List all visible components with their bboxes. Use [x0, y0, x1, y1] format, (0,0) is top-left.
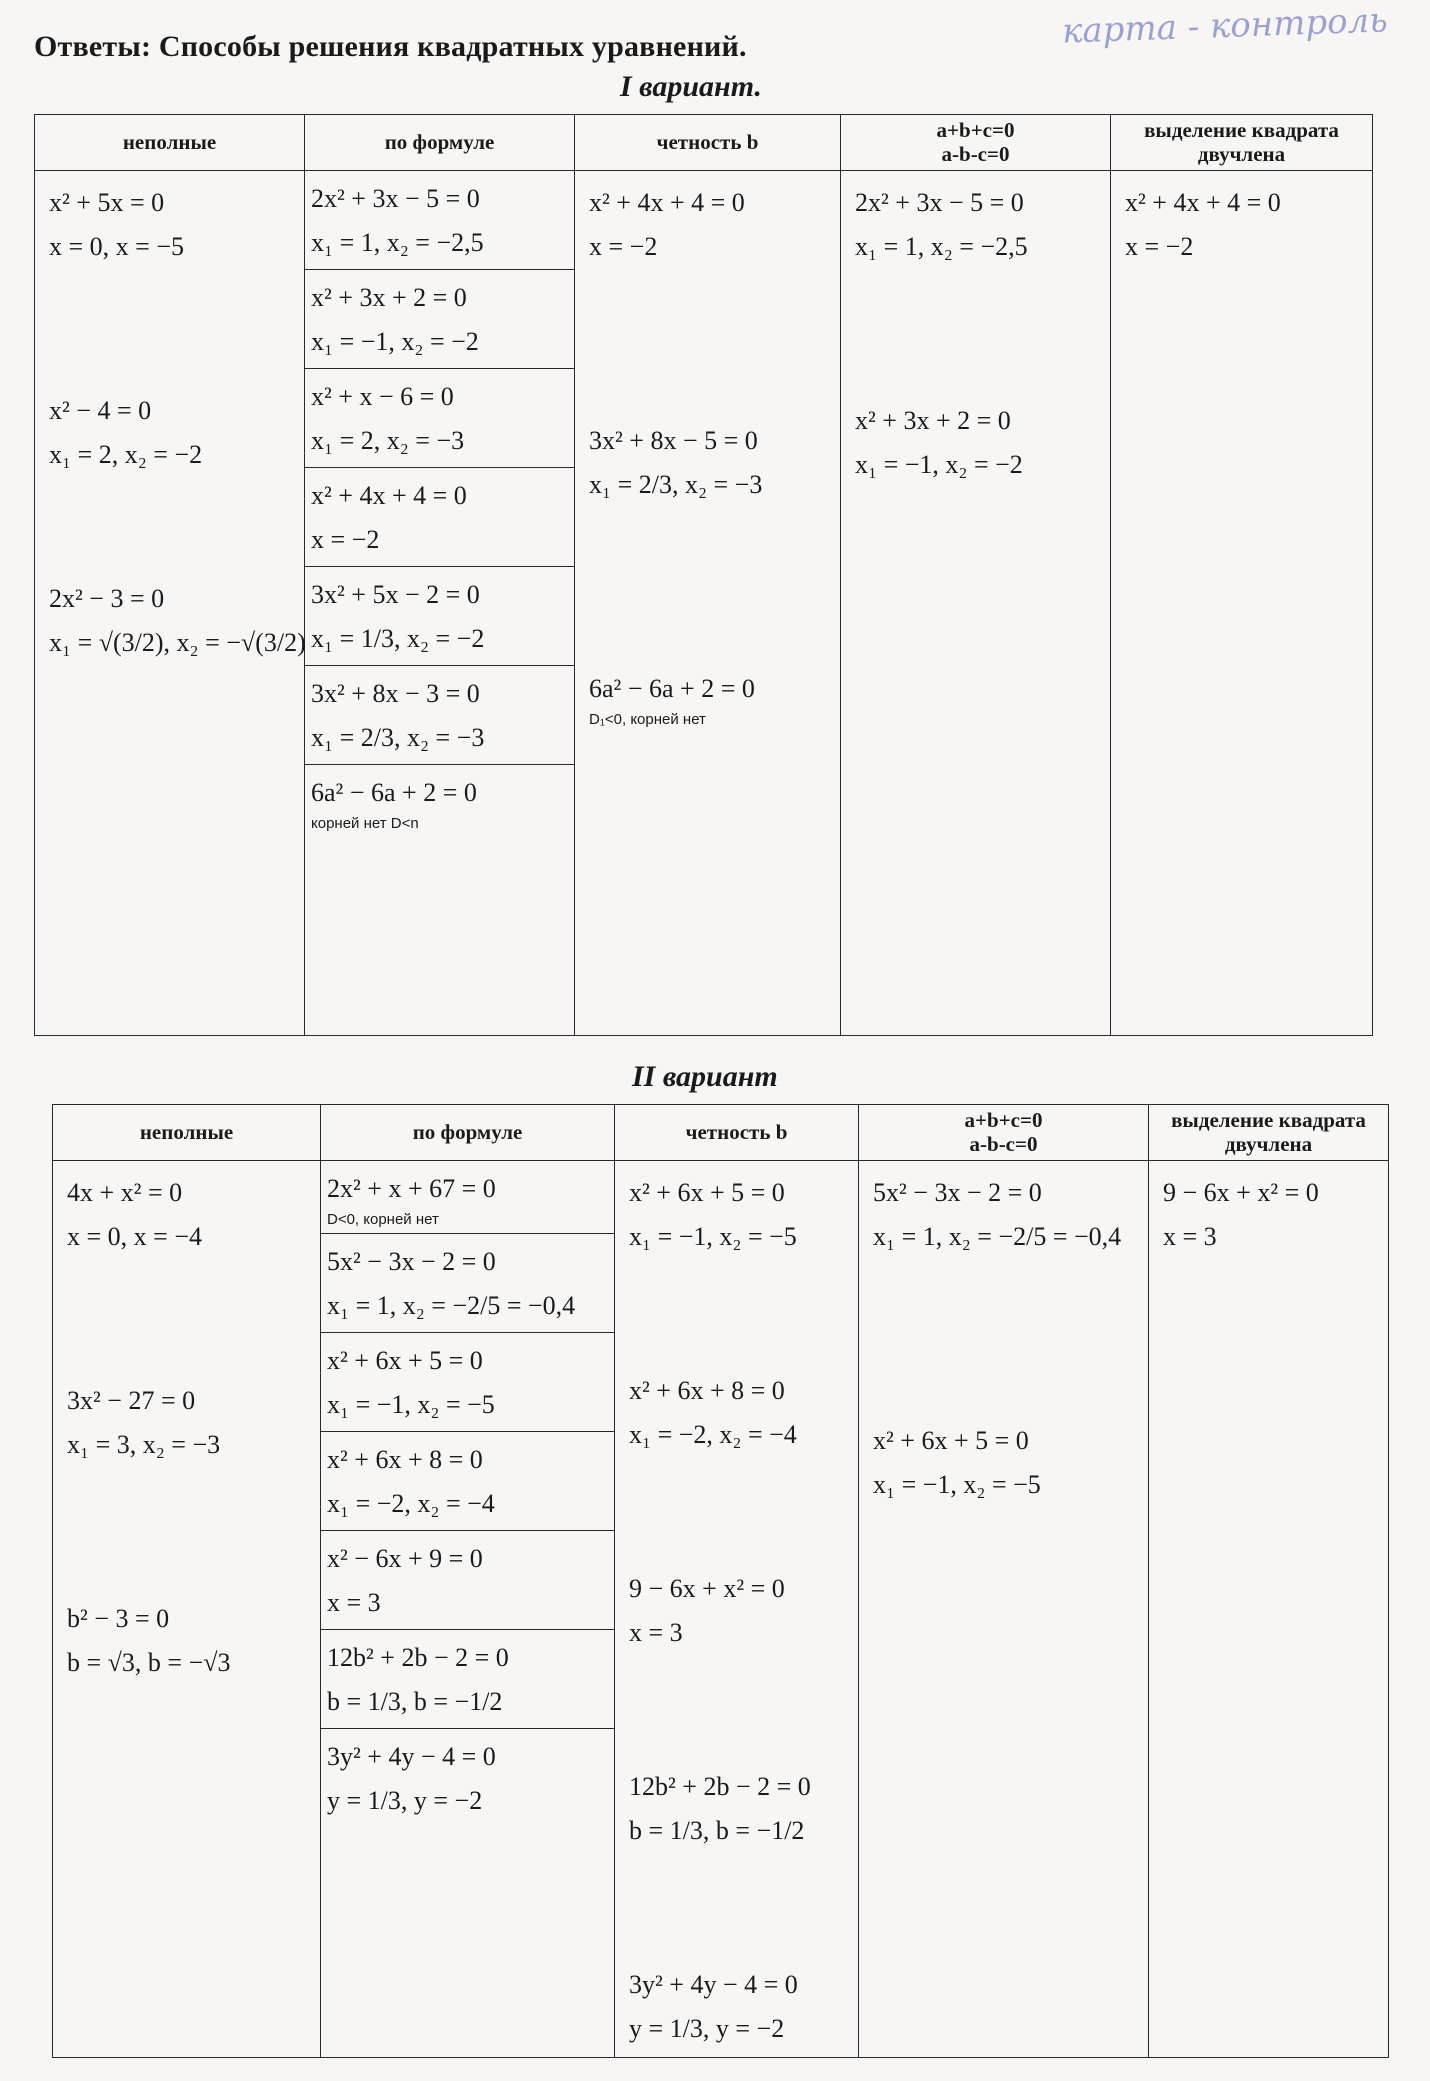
body-row — [35, 171, 1373, 1036]
column-coefficient-sum — [841, 171, 1111, 1036]
equation-item — [67, 1597, 310, 1685]
note: корней нет D<n — [311, 815, 419, 832]
equation: 3y² + 4y − 4 = 0 — [327, 1742, 496, 1771]
column-formula — [305, 171, 575, 1036]
equation-item — [305, 567, 574, 666]
column-header-line: по формуле — [412, 1119, 523, 1144]
equation: 9 − 6x + x² = 0 — [629, 1574, 785, 1603]
equation: 5x² − 3x − 2 = 0 — [873, 1178, 1042, 1207]
equation: 12b² + 2b − 2 = 0 — [629, 1772, 811, 1801]
equation: 3y² + 4y − 4 = 0 — [629, 1970, 798, 1999]
equation-item — [855, 181, 1100, 269]
note: D₁<0, корней нет — [589, 711, 706, 728]
solution: x₁ = 3, x₂ = −3 — [67, 1430, 221, 1459]
column-header-coefficient-sum — [859, 1105, 1149, 1161]
equation: x² − 4 = 0 — [49, 396, 152, 425]
equation: 3x² − 27 = 0 — [67, 1386, 196, 1415]
solution: x₁ = 1, x₂ = −2,5 — [311, 228, 484, 257]
column-items — [615, 1161, 858, 2057]
equation: 6a² − 6a + 2 = 0 — [311, 778, 477, 807]
solution: y = 1/3, y = −2 — [629, 2014, 785, 2043]
column-header-line: четность b — [656, 129, 759, 154]
equation: 3x² + 8x − 3 = 0 — [311, 679, 480, 708]
solution: x₁ = 2, x₂ = −2 — [49, 440, 203, 469]
column-header-line: неполные — [122, 129, 217, 154]
equation: x² + 3x + 2 = 0 — [855, 406, 1011, 435]
column-incomplete — [35, 171, 305, 1036]
equation: 3x² + 8x − 5 = 0 — [589, 426, 758, 455]
equation-item — [855, 399, 1100, 487]
equation-item — [873, 1419, 1138, 1507]
equation-item — [629, 1765, 848, 1853]
solution: b = 1/3, b = −1/2 — [629, 1816, 805, 1845]
column-formula — [321, 1161, 615, 2058]
equation-item — [629, 1171, 848, 1259]
equation: x² + 6x + 8 = 0 — [327, 1445, 483, 1474]
equation-item — [321, 1234, 614, 1333]
equation: x² + 4x + 4 = 0 — [589, 188, 745, 217]
solution: x₁ = −2, x₂ = −4 — [629, 1420, 797, 1449]
equation: 2x² + 3x − 5 = 0 — [855, 188, 1024, 217]
equation-item — [1163, 1171, 1378, 1259]
equation-item — [873, 1171, 1138, 1259]
equation-item — [1125, 181, 1362, 269]
column-complete-square — [1149, 1161, 1389, 2058]
solution: x₁ = 1/3, x₂ = −2 — [311, 624, 485, 653]
column-header-even-b — [575, 115, 841, 171]
column-items — [859, 1161, 1148, 1513]
variant-2-heading: II вариант — [632, 1060, 778, 1093]
equation: x² − 6x + 9 = 0 — [327, 1544, 483, 1573]
header-row — [53, 1105, 1389, 1161]
solution: x = 0, x = −4 — [67, 1222, 202, 1251]
equation: 2x² + 3x − 5 = 0 — [311, 184, 480, 213]
column-header-line: четность b — [685, 1119, 788, 1144]
variant-2-table — [52, 1104, 1389, 2058]
column-complete-square — [1111, 171, 1373, 1036]
column-header-line: a-b-c=0 — [969, 1131, 1038, 1156]
solution: x = 0, x = −5 — [49, 232, 184, 261]
solution: x₁ = −1, x₂ = −5 — [327, 1390, 495, 1419]
body-row — [53, 1161, 1389, 2058]
equation-item — [321, 1333, 614, 1432]
equation-item — [629, 1963, 848, 2051]
handwritten-note: карта - контроль — [1061, 0, 1389, 52]
note: D<0, корней нет — [327, 1211, 439, 1228]
variant-1-table — [34, 114, 1373, 1036]
equation-item — [321, 1531, 614, 1630]
solution: x₁ = 1, x₂ = −2/5 = −0,4 — [873, 1222, 1122, 1251]
solution: b = √3, b = −√3 — [67, 1648, 231, 1677]
column-header-formula — [305, 115, 575, 171]
column-header-complete-square — [1111, 115, 1373, 171]
solution: x₁ = 2/3, x₂ = −3 — [311, 723, 485, 752]
header-row — [35, 115, 1373, 171]
equation-item — [305, 468, 574, 567]
equation: 9 − 6x + x² = 0 — [1163, 1178, 1319, 1207]
equation: x² + 6x + 5 = 0 — [327, 1346, 483, 1375]
solution: x = −2 — [1125, 232, 1194, 261]
equation-item — [49, 181, 294, 269]
column-even-b — [575, 171, 841, 1036]
equation-item — [589, 181, 830, 269]
equation: 5x² − 3x − 2 = 0 — [327, 1247, 496, 1276]
column-even-b — [615, 1161, 859, 2058]
column-header-line: a+b+c=0 — [964, 1108, 1043, 1133]
equation-item — [305, 369, 574, 468]
equation-item — [67, 1171, 310, 1259]
equation: x² + 6x + 8 = 0 — [629, 1376, 785, 1405]
column-items — [35, 171, 304, 671]
equation-item — [589, 667, 830, 729]
equation-item — [629, 1567, 848, 1655]
column-items — [1111, 171, 1372, 275]
equation: 2x² + x + 67 = 0 — [327, 1174, 496, 1203]
solution: x₁ = 1, x₂ = −2,5 — [855, 232, 1028, 261]
column-header-even-b — [615, 1105, 859, 1161]
equation: b² − 3 = 0 — [67, 1604, 170, 1633]
equation-item — [321, 1729, 614, 1827]
equation-item — [629, 1369, 848, 1457]
column-incomplete — [53, 1161, 321, 2058]
column-header-complete-square — [1149, 1105, 1389, 1161]
equation: 3x² + 5x − 2 = 0 — [311, 580, 480, 609]
column-header-incomplete — [35, 115, 305, 171]
column-header-formula — [321, 1105, 615, 1161]
column-items — [575, 171, 840, 735]
column-header-incomplete — [53, 1105, 321, 1161]
solution: x = 3 — [1163, 1222, 1217, 1251]
equation-item — [67, 1379, 310, 1467]
equation: x² + 6x + 5 = 0 — [629, 1178, 785, 1207]
column-header-line: выделение квадрата двучлена — [1171, 1108, 1366, 1156]
solution: x = 3 — [327, 1588, 381, 1617]
column-coefficient-sum — [859, 1161, 1149, 2058]
column-items — [53, 1161, 320, 1691]
equation: x² + 6x + 5 = 0 — [873, 1426, 1029, 1455]
solution: x₁ = 2/3, x₂ = −3 — [589, 470, 763, 499]
solution: x₁ = −1, x₂ = −5 — [873, 1470, 1041, 1499]
variant-1-heading: I вариант. — [620, 70, 762, 103]
solution: x₁ = −1, x₂ = −2 — [855, 450, 1023, 479]
equation-item — [321, 1432, 614, 1531]
equation-item — [49, 389, 294, 477]
solution: x₁ = −1, x₂ = −5 — [629, 1222, 797, 1251]
equation: x² + 4x + 4 = 0 — [1125, 188, 1281, 217]
equation: x² + 5x = 0 — [49, 188, 165, 217]
solution: x₁ = 1, x₂ = −2/5 = −0,4 — [327, 1291, 576, 1320]
equation-item — [321, 1161, 614, 1234]
equation-item — [49, 577, 306, 665]
column-items — [1149, 1161, 1388, 1265]
column-header-line: неполные — [139, 1119, 234, 1144]
column-items — [321, 1161, 614, 1827]
equation-item — [305, 765, 574, 837]
equation-item — [305, 666, 574, 765]
equation-item — [305, 171, 574, 270]
equation-item — [305, 270, 574, 369]
equation-item — [589, 419, 830, 507]
column-items — [841, 171, 1110, 493]
solution: x = −2 — [311, 525, 380, 554]
solution: x₁ = 2, x₂ = −3 — [311, 426, 465, 455]
solution: x = 3 — [629, 1618, 683, 1647]
solution: x₁ = −1, x₂ = −2 — [311, 327, 479, 356]
equation: x² + 3x + 2 = 0 — [311, 283, 467, 312]
column-header-line: a+b+c=0 — [936, 118, 1015, 143]
equation: x² + 4x + 4 = 0 — [311, 481, 467, 510]
equation: x² + x − 6 = 0 — [311, 382, 454, 411]
page-title: Ответы: Способы решения квадратных уравнений. — [34, 30, 747, 63]
solution: x = −2 — [589, 232, 658, 261]
equation: 12b² + 2b − 2 = 0 — [327, 1643, 509, 1672]
column-header-line: по формуле — [384, 129, 495, 154]
solution: x₁ = √(3/2), x₂ = −√(3/2) — [49, 628, 306, 657]
solution: b = 1/3, b = −1/2 — [327, 1687, 503, 1716]
equation: 2x² − 3 = 0 — [49, 584, 165, 613]
equation: 6a² − 6a + 2 = 0 — [589, 674, 755, 703]
column-header-coefficient-sum — [841, 115, 1111, 171]
equation-item — [321, 1630, 614, 1729]
column-header-line: a-b-c=0 — [941, 141, 1010, 166]
equation: 4x + x² = 0 — [67, 1178, 183, 1207]
solution: y = 1/3, y = −2 — [327, 1786, 483, 1815]
column-items — [305, 171, 574, 837]
solution: x₁ = −2, x₂ = −4 — [327, 1489, 495, 1518]
column-header-line: выделение квадрата двучлена — [1144, 118, 1339, 166]
